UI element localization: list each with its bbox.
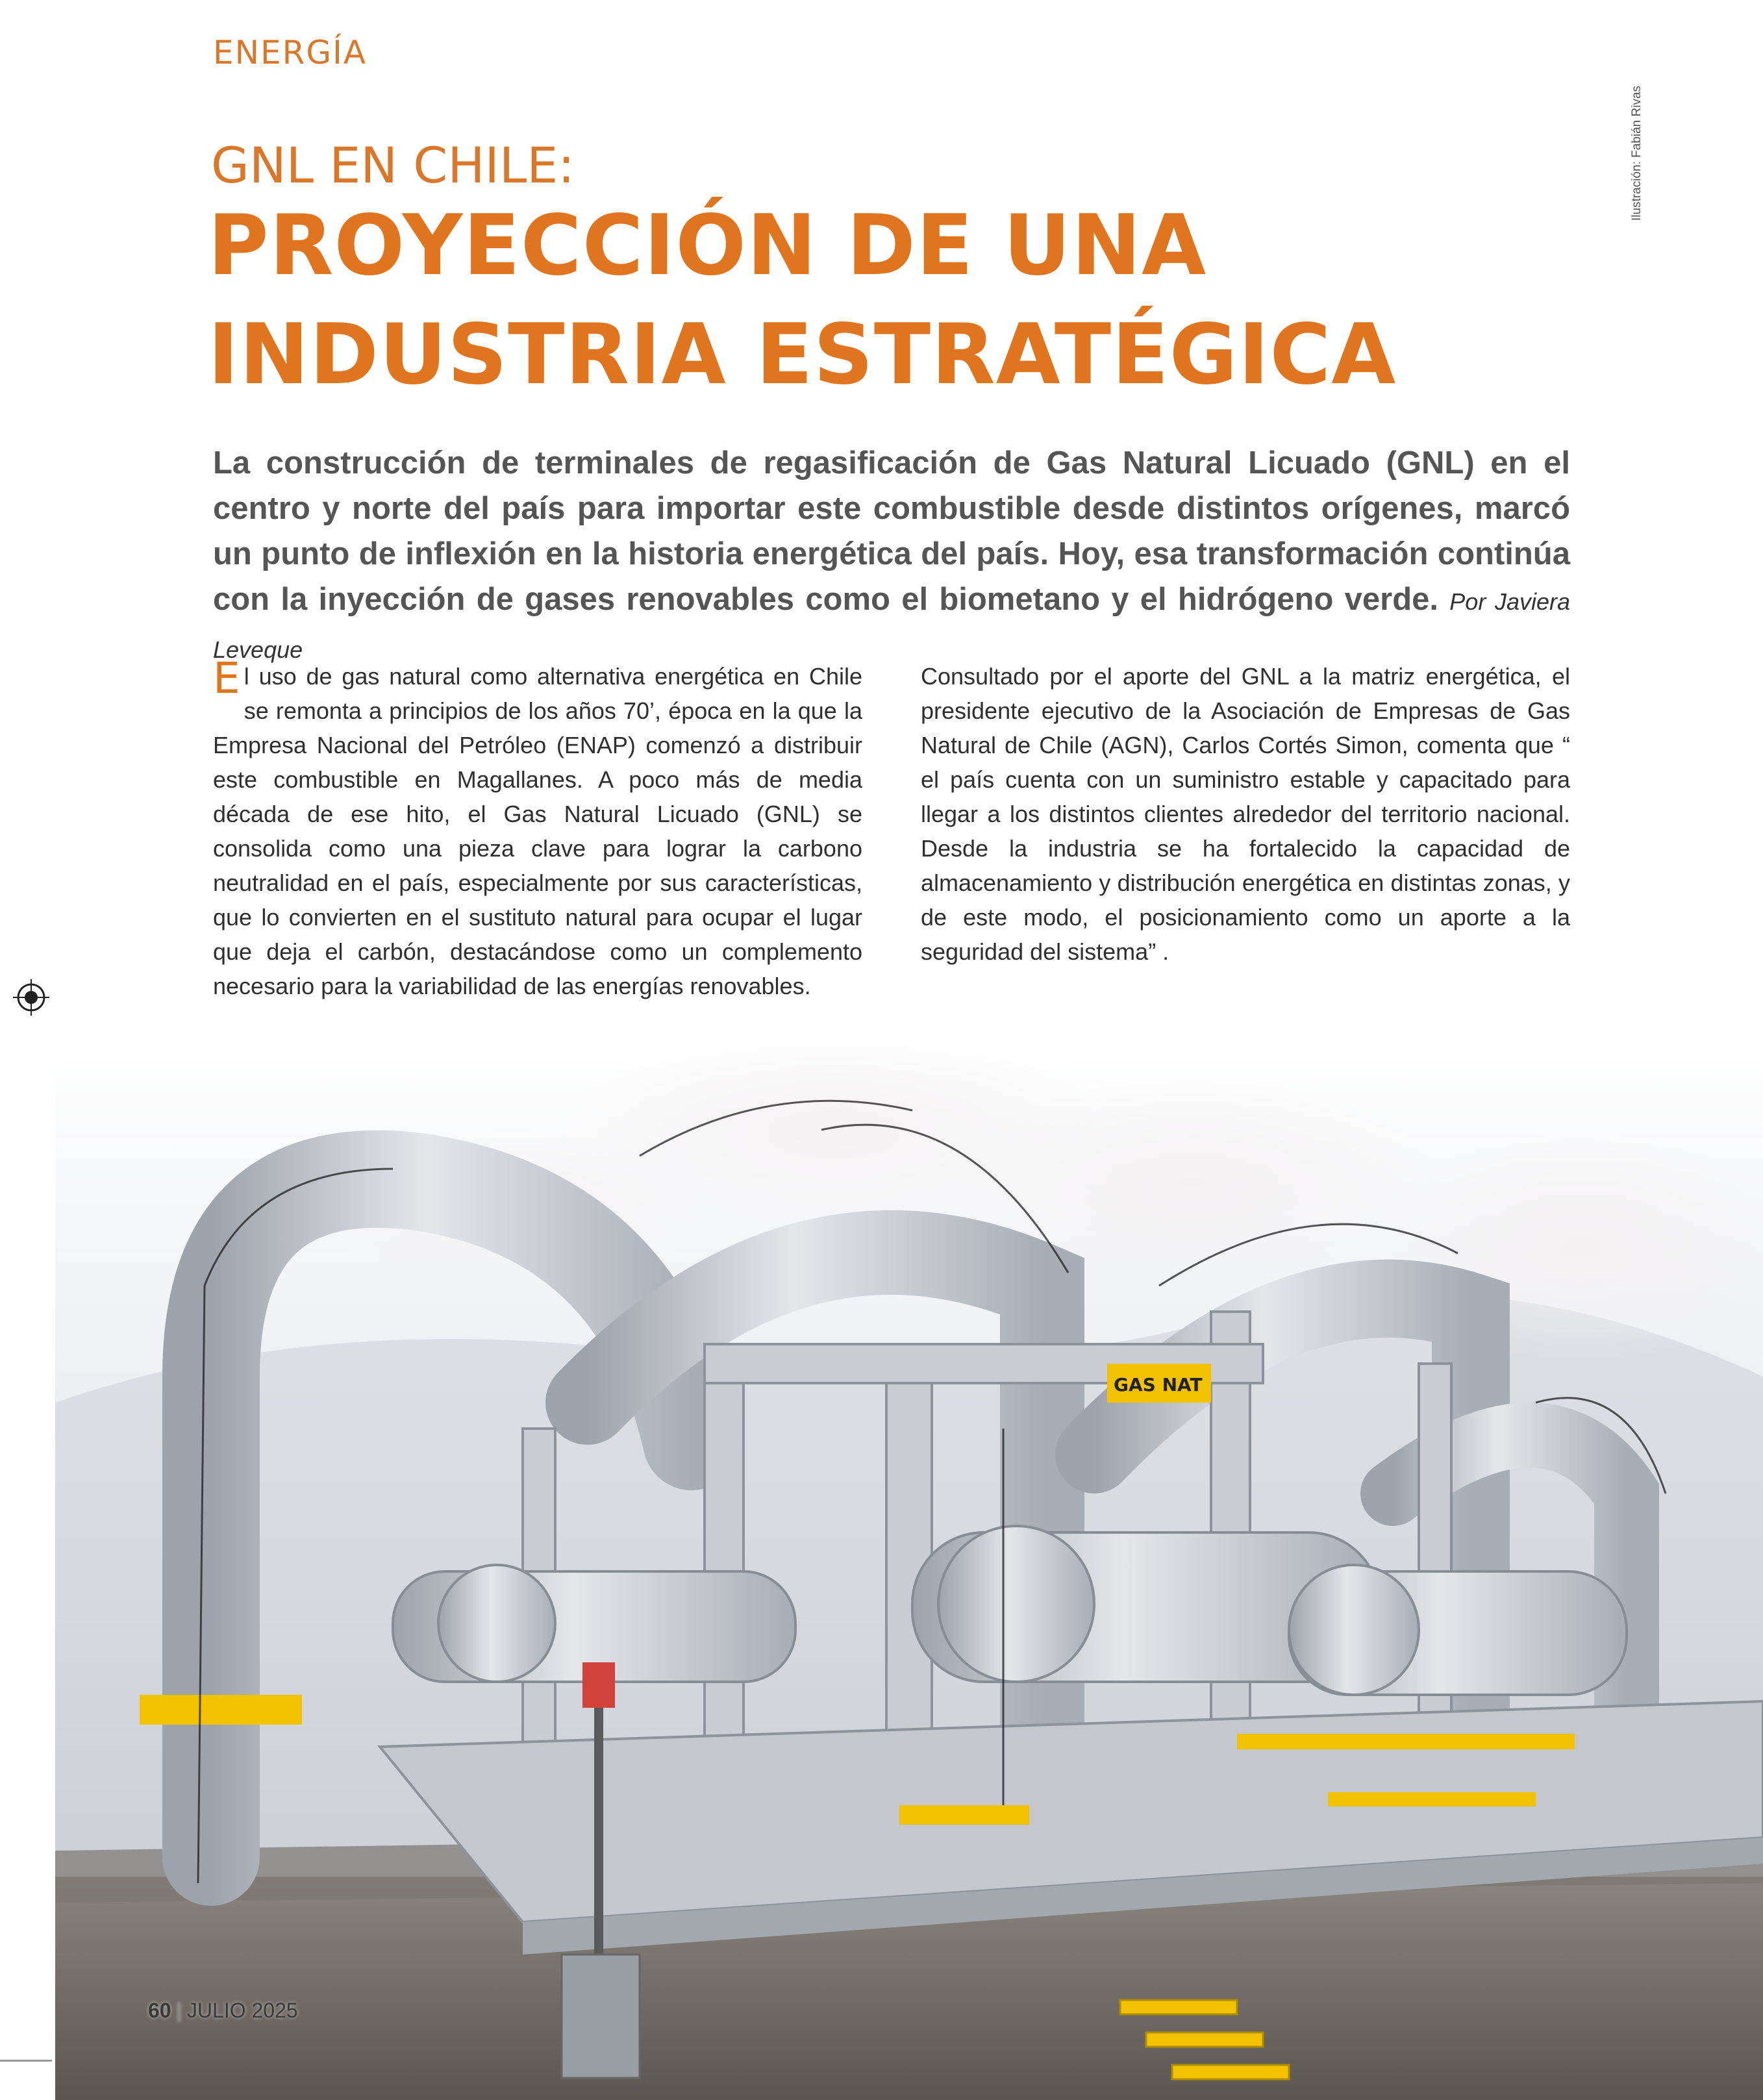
article-kicker: GNL EN CHILE: [211,136,575,194]
drop-cap: E [213,653,240,703]
body-text-right: Consultado por el aporte del GNL a la matriz energética, el presidente ejecutivo de la Asociación de Empresas de Gas Natural de Chile (AGN), Carlos Cortés Simon, comenta que “ el país cuenta con un suministro estable y capacitado para llegar a los distintos clientes alrededor del territorio nacional. Desde la industria se ha fortalecido la capacidad de almacenamiento y distribución energética en distintas zonas, y de este modo, el posicionamiento como un aporte a la seguridad del sistema” . [921,663,1570,965]
page-number: 60 [148,1999,171,2022]
registration-mark-icon [13,979,49,1016]
issue-date: JULIO 2025 [186,1999,298,2022]
article-lead [213,440,1570,673]
headline-line-1: PROYECCIÓN DE UNA [208,197,1207,294]
article-headline [208,192,1604,410]
page-footer [148,1999,298,2023]
byline: Por Javiera Leveque [213,588,1570,663]
gas-plant-illustration [55,1039,1763,2100]
illustration-credit-text: Ilustración: Fabián Rivas [1630,85,1644,221]
bottom-rule [0,2060,52,2062]
gas-sign-text: GAS NAT [1114,1374,1203,1395]
body-text-left: l uso de gas natural como alternativa energética en Chile se remonta a principios de los años 70’, época en la que la Empresa Nacional del Petróleo (ENAP) comenzó a distribuir este combustible en Magallanes. A poco más de media década de ese hito, el Gas Natural Licuado (GNL) se consolida como una pieza clave para lograr la carbono neutralidad en el país, especialmente por sus características, que lo convierten en el sustituto natural para ocupar el lugar que deja el carbón, destacándose como un complemento necesario para la variabilidad de las energías renovables. [213,663,862,999]
illustration-credit [1610,78,1644,234]
lead-text: La construcción de terminales de regasificación de Gas Natural Licuado (GNL) en el centro y norte del país para importar este combustible desde distintos orígenes, marcó un punto de inflexión en la historia energética del país. Hoy, esa transformación continúa con la inyección de gases renovables como el biometano y el hidrógeno verde. [213,445,1570,617]
body-column-right [921,659,1570,969]
section-label: ENERGÍA [213,34,368,71]
body-column-left [213,653,862,1003]
footer-separator: | [176,1999,182,2022]
headline-line-2: INDUSTRIA ESTRATÉGICA [208,306,1397,403]
